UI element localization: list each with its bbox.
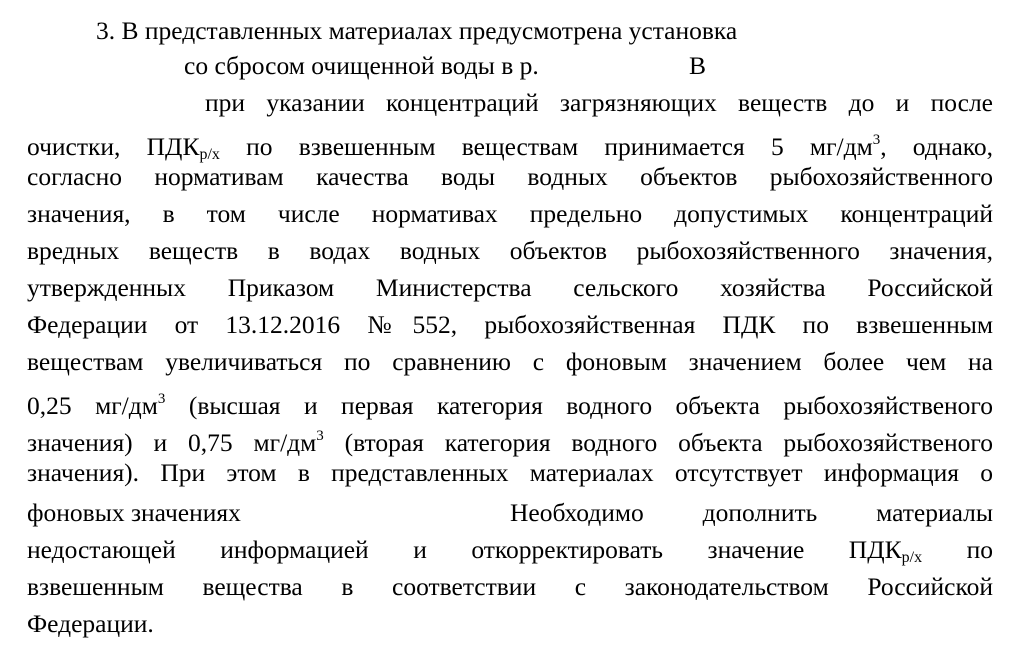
paragraph-line-8: утвержденных Приказом Министерства сельского хозяйства Российской: [27, 273, 993, 302]
line-12-part-a: значения) и 0,75 мг/дм: [27, 428, 317, 457]
paragraph-line-6: значения, в том числе нормативах предельно допустимых концентраций: [27, 199, 993, 228]
paragraph-line-17: Федерации.: [27, 609, 154, 638]
paragraph-line-5: согласно нормативам качества воды водных объектов рыбохозяйственного: [27, 162, 993, 191]
paragraph-line-9: Федерации от 13.12.2016 №552, рыбохозяйственная ПДК по взвешенным: [27, 310, 993, 339]
paragraph-line-10: веществам увеличиваться по сравнению с фоновым значением более чем на: [27, 347, 993, 376]
line-11-part-b: (высшая и первая категория водного объекта рыбохозяйственого: [165, 391, 993, 420]
line-15-part-a: недостающей информацией и откорректировать значение ПДК: [27, 535, 902, 564]
paragraph-line-12: [27, 421, 993, 458]
unit-superscript: 3: [872, 132, 881, 148]
unit-superscript: 3: [316, 428, 324, 444]
pdk-subscript: р/х: [199, 146, 220, 163]
line-11-part-a: 0,25 мг/дм: [27, 391, 158, 420]
line-15-part-b: по: [922, 535, 993, 564]
unit-superscript: 3: [157, 391, 166, 407]
paragraph-line-1: 3. В представленных материалах предусмотрена установка: [96, 16, 738, 45]
paragraph-line-14-end: Необходимо дополнить материалы: [510, 498, 993, 527]
paragraph-line-13: значения). При этом в представленных материалах отсутствует информация о: [27, 458, 993, 487]
paragraph-line-16: взвешенным вещества в соответствии с законодательством Российской: [27, 572, 993, 601]
paragraph-line-2-fragment: В: [689, 51, 707, 80]
paragraph-line-14-start: фоновых значениях: [27, 498, 241, 527]
line-4-part-a: очистки, ПДК: [27, 132, 200, 161]
paragraph-line-3: при указании концентраций загрязняющих веществ до и после: [205, 88, 993, 117]
line-4-part-c: , однако,: [880, 132, 993, 161]
pdk-subscript: р/х: [901, 549, 923, 566]
paragraph-line-7: вредных веществ в водах водных объектов рыбохозяйственного значения,: [27, 236, 993, 265]
line-12-part-b: (вторая категория водного объекта рыбохозяйственого: [323, 428, 993, 457]
paragraph-line-2: со сбросом очищенной воды в р.: [184, 51, 539, 80]
line-4-part-b: по взвешенным веществам принимается 5 мг/дм: [219, 132, 873, 161]
paragraph-line-11: [27, 384, 993, 421]
paragraph-line-15: [27, 535, 993, 573]
